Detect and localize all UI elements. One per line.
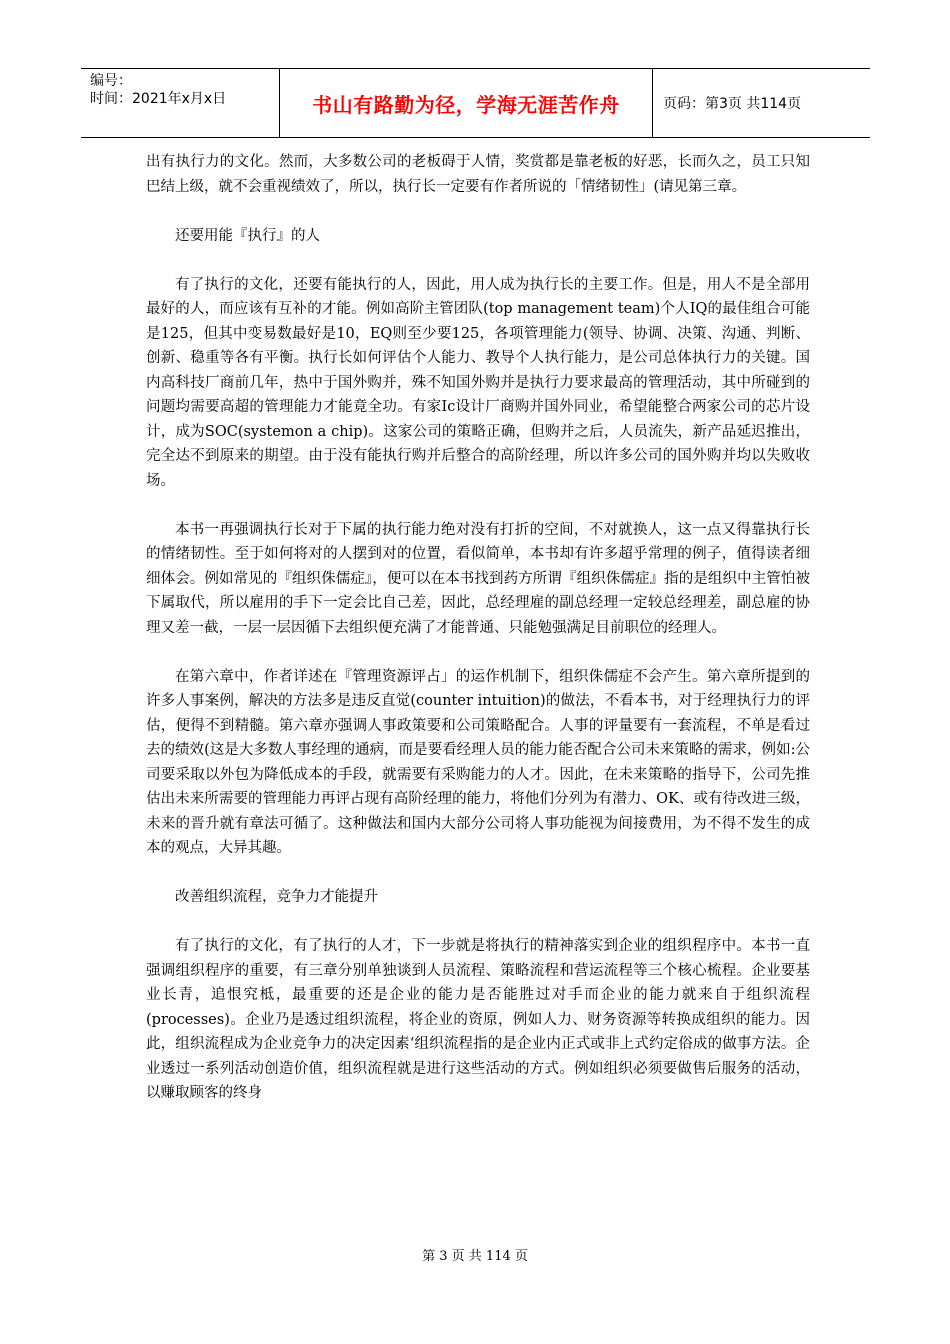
- paragraph-2: 有了执行的文化，还要有能执行的人，因此，用人成为执行长的主要工作。但是，用人不是全部用最好的人，而应该有互补的才能。例如高阶主管团队(top management team)个人IQ的最佳组合可能是125，但其中变易数最好是10，EQ则至少要125，各项管理能力(领导、协调、决策、沟通、判断、创新、稳重等各有平衡。执行长如何评估个人能力、教导个人执行能力，是公司总体执行力的关键。国内高科技厂商前几年，热中于国外购并，殊不知国外购并是执行力要求最高的管理活动，其中所碰到的问题均需要高超的管理能力才能竟全功。有家Ic设计厂商购并国外同业，希望能整合两家公司的芯片设计，成为SOC(systemon a chip)。这家公司的策略正确，但购并之后，人员流失，新产品延迟推出，完全达不到原来的期望。由于没有能执行购并后整合的高阶经理，所以许多公司的国外购并均以失败收场。: [146, 276, 810, 489]
- section-heading-2: 改善组织流程，竞争力才能提升: [175, 889, 378, 905]
- document-date-label: 时间：2021年x月x日: [90, 91, 227, 107]
- document-number-label: 编号：: [90, 73, 132, 89]
- header-page-label: 页码：第3页 共114页: [663, 96, 802, 112]
- section-heading-1: 还要用能『执行』的人: [175, 227, 320, 244]
- header-motto: 书山有路勤为径，学海无涯苦作舟: [280, 69, 653, 137]
- document-body: [146, 150, 810, 1106]
- header-meta: [81, 69, 280, 137]
- paragraph-5: 有了执行的文化，有了执行的人才，下一步就是将执行的精神落实到企业的组织程序中。本书一直强调组织程序的重要，有三章分别单独谈到人员流程、策略流程和营运流程等三个核心梳程。企业要基业长青，追恨究柢，最重要的还是企业的能力是否能胜过对手而企业的能力就来自于组织流程(processes)。企业乃是透过组织流程，将企业的资原，例如人力、财务资源等转换成组织的能力。因此，组织流程成为企业竞争力的决定因素‘组织流程指的是企业内正式或非上式约定俗成的做事方法。企业透过一系列活动创造价值，组织流程就是进行这些活动的方式。例如组织必须要做售后服务的活动，以赚取顾客的终身: [146, 938, 810, 1101]
- paragraph-4: 在第六章中，作者详述在『管理资源评占」的运作机制下，组织侏儒症不会产生。第六章所提到的许多人事案例，解决的方法多是违反直觉(counter intuition)的做法，不看本书，对于经理执行力的评估，便得不到精髓。第六章亦强调人事政策要和公司策略配合。人事的评量要有一套流程，不单是看过去的绩效(这是大多数人事经理的通病，而是要看经理人员的能力能否配合公司未来策略的需求，例如:公司要采取以外包为降低成本的手段，就需要有采购能力的人才。因此，在未来策略的指导下，公司先推估出未来所需要的管理能力再评占现有高阶经理的能力，将他们分列为有潜力、OK、或有待改进三级，未来的晋升就有章法可循了。这种做法和国内大部分公司将人事功能视为间接费用，为不得不发生的成本的观点，大异其趣。: [146, 668, 810, 856]
- paragraph-1: 出有执行力的文化。然而，大多数公司的老板碍于人情，奖赏都是靠老板的好恶，长而久之，员工只知巴结上级，就不会重视绩效了，所以，执行长一定要有作者所说的「情绪韧性」(请见第三章。: [146, 154, 810, 195]
- page-header: [81, 68, 870, 138]
- page-footer: 第 3 页 共 114 页: [422, 1249, 528, 1264]
- paragraph-3: 本书一再强调执行长对于下属的执行能力绝对没有打折的空间，不对就换人，这一点又得靠执行长的情绪韧性。至于如何将对的人摆到对的位置，看似简单，本书却有许多超乎常理的例子，值得读者细细体会。例如常见的『组织侏儒症』，便可以在本书找到药方所谓『组织侏儒症』指的是组织中主管怕被下属取代，所以雇用的手下一定会比自己差，因此，总经理雇的副总经理一定较总经理差，副总雇的协理又差一截，一层一层因循下去组织便充满了才能普通、只能勉强满足目前职位的经理人。: [146, 521, 810, 636]
